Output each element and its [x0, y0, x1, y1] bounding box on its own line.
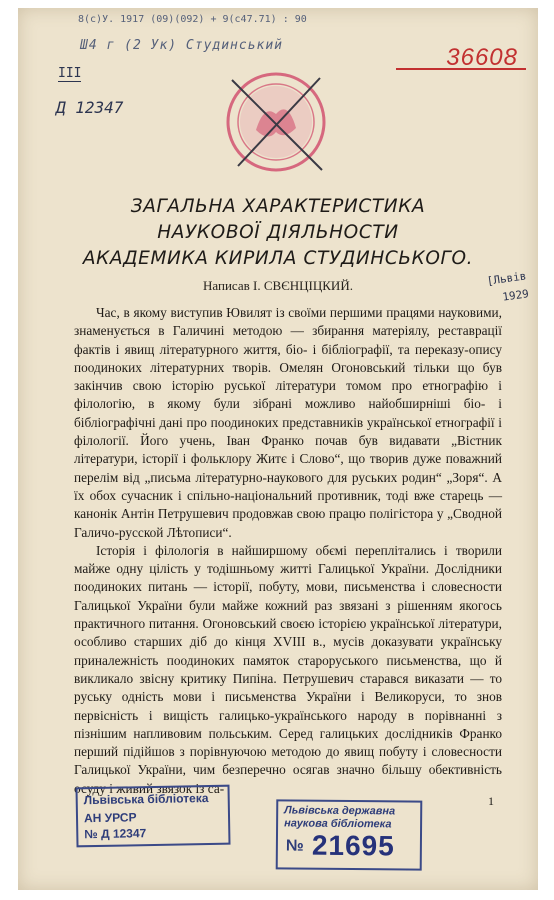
library-stamp-right — [276, 799, 423, 870]
stamp-right-number: 21695 — [311, 829, 395, 862]
document-page — [18, 8, 538, 890]
page-number: 1 — [488, 794, 494, 808]
title-line-2: НАУКОВОЇ ДІЯЛЬНОСТИ — [157, 222, 399, 243]
body-text — [74, 304, 502, 798]
catalog-code: III — [58, 66, 82, 81]
stamp-left-line-1: Львівська бібліотека — [83, 791, 209, 808]
author-line: Написав І. СВЄНЦІЦКИЙ. — [203, 278, 353, 293]
shelf-note: Ш4 г (2 Ук) Студинський — [80, 38, 284, 53]
shelf-code: 8(с)У. 1917 (09)(092) + 9(с47.71) : 90 — [78, 14, 307, 25]
stamp-left-line-3: № Д 12347 — [84, 826, 147, 842]
inventory-number: 36608 — [446, 44, 518, 71]
handwritten-side-note: [Львів 1929 — [486, 269, 530, 304]
catalog-number: Д 12347 — [56, 98, 124, 117]
title-line-1: ЗАГАЛЬНА ХАРАКТЕРИСТИКА — [130, 196, 426, 217]
library-stamp-left — [75, 785, 230, 848]
library-seal-icon — [224, 70, 328, 174]
paragraph: Історія і філологія в найширшому обємі переплітались і творили майже одну цілість у тодішньому житті Галицької України. Дослідники поодиноких питань — історії, побуту, мови, письменства і словесности Галицької України були майже кожний раз звязані з рішенням якогось практичного питання. Огоновський своєю історією української літератури, особливо старших діб до кінця XVIII в., мусів доказувати українську приналежність поодиноких памяток староруського письменства, що й викликало звісну критику Пипіна. Петрушевич старався виказати — то руську одність мови і письменства України і Великоруси, то знов первісність і вищість галицько-українського народу в порівнанні з пізнішим напливовим польським. Серед галицьких дослідників Франко перший підійшов з порівнуючою методою до явищ побуту і словесности Галицької України, чим безперечно осягав значно більшу обективність осуду і живий звязок із са- — [74, 542, 502, 796]
stamp-right-line-2: наукова бібліотека — [284, 817, 392, 831]
inventory-underline — [396, 68, 526, 70]
paragraph: Час, в якому виступив Ювилят із своїми першими працями науковими, знаменується в Галичині методою — збирання матеріялу, реставрації фактів і явищ літературного життя, біо- і бібліографії, та переказу-опису поодиноких літературних творів. Омелян Огоновський тільки що був закінчив свою історію руської літератури томом про етнографію і філологію, в якому були зібрані можливо найобширніші біо- і бібліографічні дані про поодиноких представників української етнографії і філології. Його учень, Іван Франко почав був видавати „Вістник літератури, історії і фольклору Житє і Слово“, що творив дуже поважний перелім від „письма літературно-наукового для руських родин“ „Зоря“. А їх обох сучасник і спільно-національний противник, тоді вже старець — канонік Антін Петрушевич продовжав свою працю полігістора у „Сводной Галичо-русской Лѣтописи“. — [74, 305, 502, 540]
stamp-right-no-label: № — [285, 837, 304, 855]
stamp-left-line-2: АН УРСР — [83, 810, 137, 826]
title-line-3: АКАДЕМИКА КИРИЛА СТУДИНСЬКОГО. — [82, 248, 474, 269]
stamp-right-line-1: Львівська державна — [284, 804, 396, 818]
